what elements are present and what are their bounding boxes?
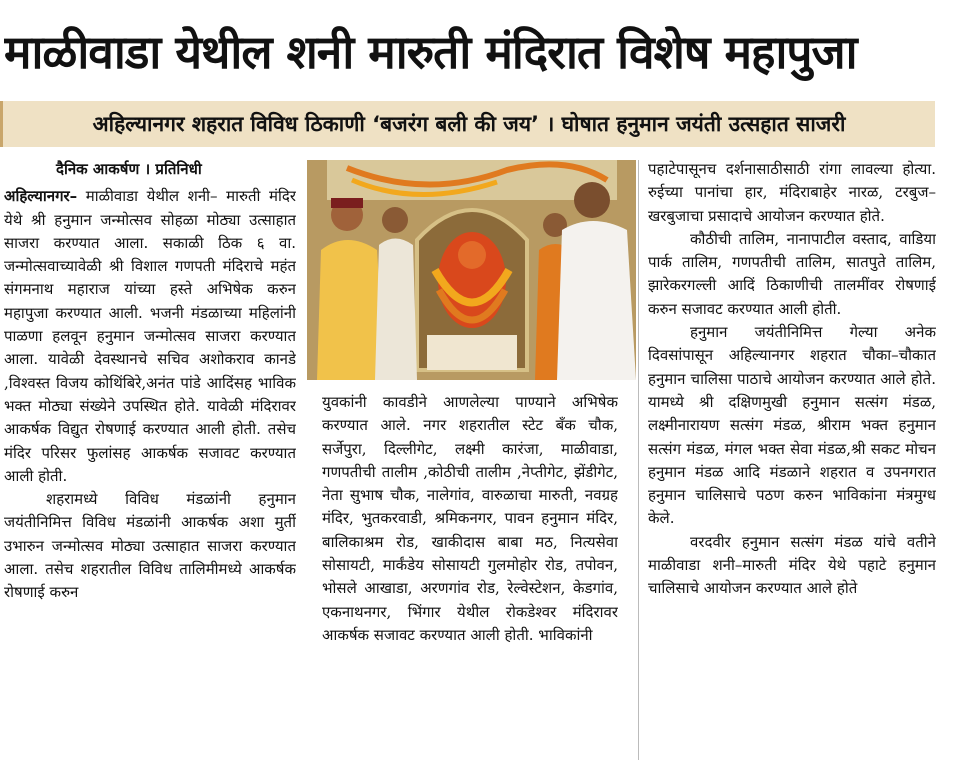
column-3 — [648, 158, 936, 758]
paragraph: युवकांनी कावडीने आणलेल्या पाण्याने अभिषेक करण्यात आले. नगर शहरातील स्टेट बँक चौक, सर्जेपुरा, दिल्लीगेट, लक्ष्मी कारंजा, माळीवाडा, गणपतीची तालीम ,कोठीची तालीम ,नेप्तीगेट, झेंडीगेट, नेता सुभाष चौक, नालेगांव, वारुळाचा मारुती, नवग्रह मंदिर, भुतकरवाडी, श्रमिकनगर, पावन हनुमान मंदिर, बालिकाश्रम रोड, खाकीदास बाबा मठ, नित्यसेवा सोसायटी, मार्कंडेय सोसायटी गुलमोहोर रोड, तपोवन, भोसले आखाडा, अरणगांव रोड, रेल्वेस्टेशन, केडगांव, एकनाथनगर, भिंगार येथील रोकडेश्वर मंदिरावर आकर्षक सजावट करण्यात आली होती. भाविकांनी — [322, 393, 618, 644]
paragraph: पहाटेपासूनच दर्शनासाठीसाठी रांगा लावल्या होत्या. रुईच्या पानांचा हार, मंदिराबाहेर नारळ, टरबुज–खरबुजाचा प्रसादाचे आयोजन करण्यात होते. — [648, 160, 936, 225]
temple-photo-illustration — [307, 160, 636, 380]
subheadline-banner: अहिल्यानगर शहरात विविध ठिकाणी ‘बजरंग बली की जय’ । घोषात हनुमान जयंती उत्सहात साजरी — [0, 101, 935, 147]
column-1 — [4, 158, 296, 758]
headline: माळीवाडा येथील शनी मारुती मंदिरात विशेष महापुजा — [4, 25, 857, 79]
byline: दैनिक आकर्षण । प्रतिनिधी — [56, 160, 202, 178]
paragraph — [4, 185, 296, 488]
paragraph-text: माळीवाडा येथील शनी– मारुती मंदिर येथे श्री हनुमान जन्मोत्सव सोहळा मोठ्या उत्साहात साजरा करण्यात आला. सकाळी ठिक ६ वा. जन्मोत्सवाच्यावेळी श्री विशाल गणपती मंदिराचे महंत संगमनाथ महाराज यांच्या हस्ते अभिषेक करुन महापुजा करण्यात आली. भजनी मंडळाच्या महिलांनी पाळणा हलवून हनुमान जन्मोत्सव साजरा करण्यात आला. यावेळी देवस्थानचे सचिव अशोकराव कानडे ,विश्वस्त विजय कोथिंबिरे,अनंत पांडे आदिंसह भाविक भक्त मोठ्या संख्येने उपस्थित होते. यावेळी मंदिरावर आकर्षक विद्युत रोषणाई करण्यात आली होती. तसेच मंदिर परिसर फुलांसह आकर्षक सजावट करण्यात आली होती. — [4, 187, 296, 485]
dateline: अहिल्यानगर– — [4, 187, 78, 206]
temple-photo — [307, 160, 636, 380]
paragraph: कौठीची तालिम, नानापाटील वस्ताद, वाडिया पार्क तालिम, गणपतीची तालिम, सातपुते तालिम, झारेकरगल्ली आदिं ठिकाणीची तालमींवर रोषणाई करुन सजावट करण्यात आली होती. — [648, 229, 936, 318]
column-2 — [322, 391, 618, 761]
column-divider — [638, 160, 639, 760]
paragraph: हनुमान जयंतीनिमित्त गेल्या अनेक दिवसांपासून अहिल्यानगर शहरात चौका–चौकात हनुमान चालिसा पाठाचे आयोजन करण्यात आले होते. यामध्ये श्री दक्षिणमुखी हनुमान सत्संग मंडळ, लक्ष्मीनारायण सत्संग मंडळ, श्रीराम भक्त हनुमान सत्संग मंडळ, मंगल भक्त सेवा मंडळ,श्री सकट मोचन हनुमान मंडळ आदि मंडळाने शहरात व उपनगरात हनुमान चालिसाचे पठण करुन भाविकांना मंत्रमुग्ध केले. — [648, 323, 936, 528]
paragraph: शहरामध्ये विविध मंडळांनी हनुमान जयंतीनिमित्त विविध मंडळांनी आकर्षक अशा मुर्ती उभारुन जन्मोत्सव मोठ्या उत्साहात साजरा करण्यात आला. तसेच शहरातील विविध तालिमीमध्ये आकर्षक रोषणाई करुन — [4, 490, 296, 602]
paragraph: वरदवीर हनुमान सत्संग मंडळ यांचे वतीने माळीवाडा शनी–मारुती मंदिर येथे पहाटे हनुमान चालिसाचे आयोजन करण्यात आले होते — [648, 532, 936, 598]
